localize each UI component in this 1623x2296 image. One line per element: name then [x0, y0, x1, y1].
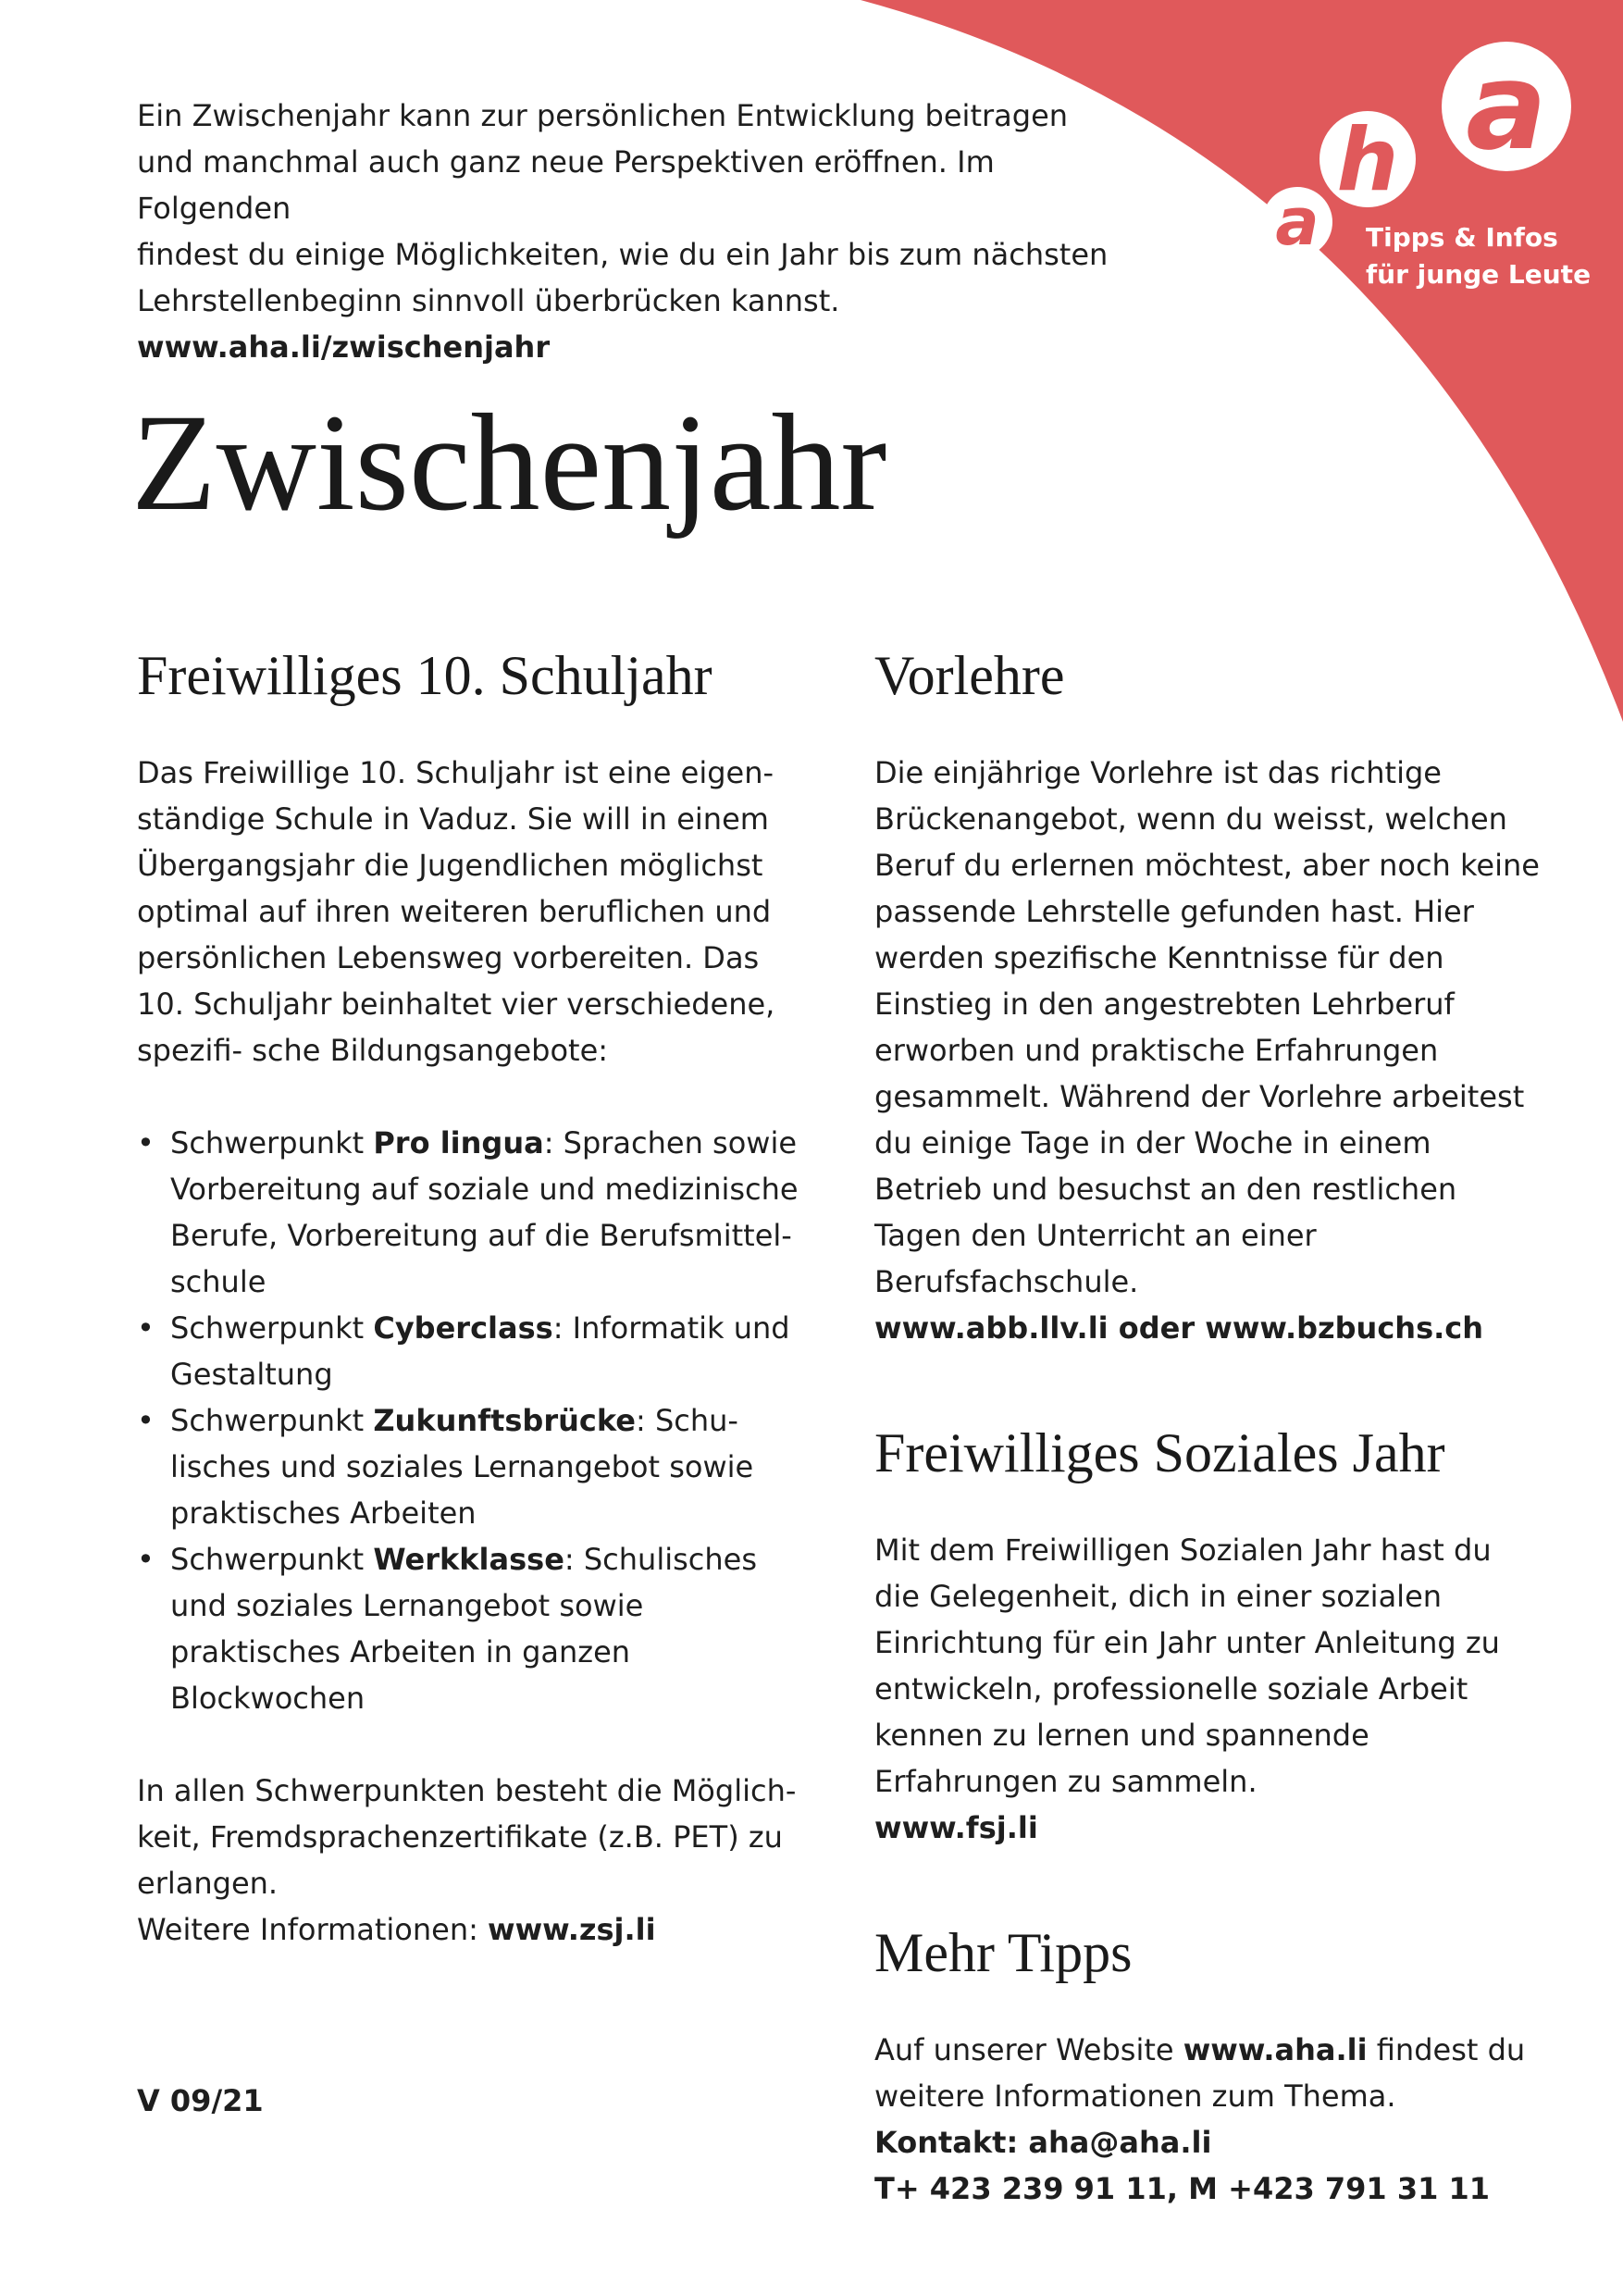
- heading-mehr-tipps: Mehr Tipps: [874, 1922, 1133, 1983]
- logo-tagline-line1: Tipps & Infos: [1366, 222, 1558, 253]
- zsj-link[interactable]: www.zsj.li: [488, 1912, 656, 1947]
- list-item: • Schwerpunkt Zukunftsbrücke: Schu- lisches und soziales Lernangebot sowie praktisches Arbeiten: [137, 1397, 803, 1536]
- page-title: Zwischenjahr: [131, 386, 887, 540]
- more-info-line: [137, 1906, 803, 1953]
- contact-label: Kontakt:: [874, 2125, 1029, 2160]
- list-item: • Schwerpunkt Pro lingua: Sprachen sowie Vorbereitung auf soziale und medizinische Berufe, Vorbereitung auf die Berufsmittel- schule: [137, 1120, 803, 1305]
- vorlehre-links[interactable]: www.abb.llv.li oder www.bzbuchs.ch: [874, 1310, 1484, 1346]
- intro-block: [137, 93, 1109, 370]
- fsj-link[interactable]: www.fsj.li: [874, 1810, 1038, 1845]
- logo-letter-a-large: a: [1466, 36, 1547, 177]
- phone-line: T+ 423 239 91 11, M +423 791 31 11: [874, 2171, 1491, 2206]
- intro-line-1: Ein Zwischenjahr kann zur persönlichen Entwicklung beitragen: [137, 98, 1069, 133]
- tipps-paragraph: Auf unserer Website www.aha.li findest du weitere Informationen zum Thema.: [874, 2032, 1526, 2114]
- bullet-bold: Zukunftsbrücke: [373, 1403, 636, 1438]
- zehntes-schuljahr-paragraph: Das Freiwillige 10. Schuljahr ist eine eigen- ständige Schule in Vaduz. Sie will in einem Übergangsjahr die Jugendlichen möglichst optimal auf ihren weiteren beruflichen und persönlichen Lebensweg vorbereiten. Das 10. Schuljahr beinhaltet vier verschiedene, spezifi- sche Bildungsangebote:: [137, 755, 775, 1068]
- logo-letter-a-small: a: [1275, 184, 1319, 260]
- contact-line: [874, 2119, 1541, 2166]
- version-label: V 09/21: [137, 2083, 264, 2118]
- list-item: • Schwerpunkt Cyberclass: Informatik und Gestaltung: [137, 1305, 803, 1397]
- intro-line-2: und manchmal auch ganz neue Perspektiven eröffnen. Im Folgenden: [137, 144, 995, 226]
- fsj-paragraph: Mit dem Freiwilligen Sozialen Jahr hast du die Gelegenheit, dich in einer sozialen Einrichtung für ein Jahr unter Anleitung zu entwickeln, professionelle soziale Arbeit kennen zu lernen und spannende Erfahrungen zu sammeln.: [874, 1533, 1500, 1799]
- more-info-label: Weitere Informationen:: [137, 1912, 489, 1947]
- bullet-bold: Pro lingua: [373, 1125, 544, 1160]
- logo-tagline-line2: für junge Leute: [1366, 259, 1592, 290]
- heading-zehntes-schuljahr: Freiwilliges 10. Schuljahr: [137, 645, 712, 706]
- bullet-bold: Werkklasse: [373, 1542, 564, 1577]
- logo-letter-h: h: [1336, 110, 1399, 211]
- zehntes-schuljahr-closing: In allen Schwerpunkten besteht die Möglich- keit, Fremdsprachenzertifikate (z.B. PET) zu erlangen.: [137, 1773, 797, 1901]
- right-column: [874, 639, 1541, 2212]
- list-item: • Schwerpunkt Werkklasse: Schulisches und soziales Lernangebot sowie praktisches Arbeiten in ganzen Blockwochen: [137, 1536, 803, 1721]
- schwerpunkt-list: [137, 1120, 803, 1721]
- contact-email-link[interactable]: aha@aha.li: [1028, 2125, 1212, 2160]
- heading-vorlehre: Vorlehre: [874, 645, 1065, 706]
- intro-line-4: Lehrstellenbeginn sinnvoll überbrücken kannst.: [137, 283, 840, 318]
- intro-link[interactable]: www.aha.li/zwischenjahr: [137, 329, 551, 365]
- bullet-bold: Cyberclass: [373, 1310, 553, 1346]
- heading-fsj: Freiwilliges Soziales Jahr: [874, 1422, 1445, 1483]
- left-column: [137, 639, 803, 1953]
- vorlehre-paragraph: Die einjährige Vorlehre ist das richtige Brückenangebot, wenn du weisst, welchen Beruf du erlernen möchtest, aber noch keine passende Lehrstelle gefunden hast. Hier werden spezifische Kenntnisse für den Einstieg in den angestrebten Lehrberuf erworben und praktische Erfahrungen gesammelt. Während der Vorlehre arbeitest du einige Tage in der Woche in einem Betrieb und besuchst an den restlichen Tagen den Unterricht an einer Berufsfachschule.: [874, 755, 1540, 1299]
- aha-website-link[interactable]: www.aha.li: [1183, 2032, 1368, 2067]
- intro-line-3: findest du einige Möglichkeiten, wie du ein Jahr bis zum nächsten: [137, 237, 1109, 272]
